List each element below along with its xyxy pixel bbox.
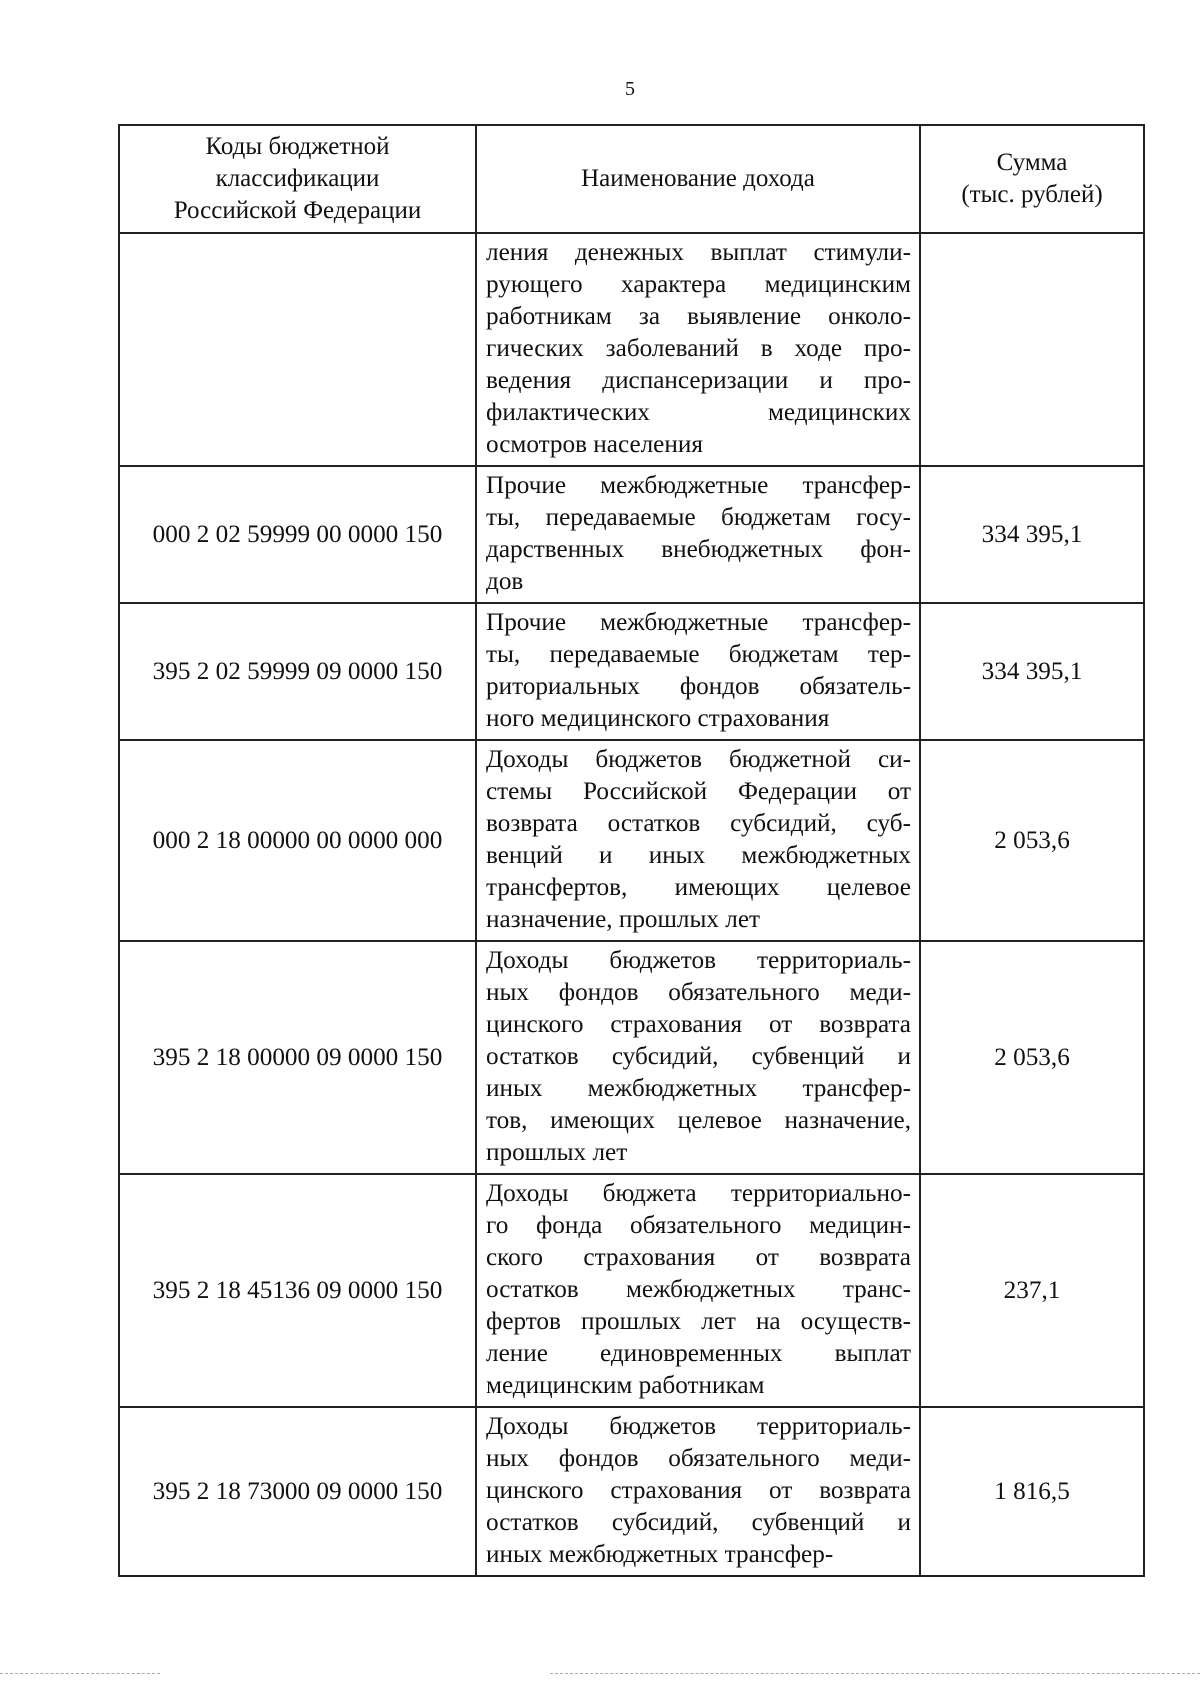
income-name-line: Доходы бюджетов территориаль- xyxy=(486,1413,911,1440)
header-code-line: классификации xyxy=(215,165,380,192)
page-number: 5 xyxy=(625,78,635,100)
income-name-line: Доходы бюджета территориально- xyxy=(486,1180,911,1207)
income-name-cell xyxy=(476,466,920,603)
table-row xyxy=(119,1407,1144,1576)
income-name-line: цинского страхования от возврата xyxy=(486,1011,911,1038)
income-name-line: ных фондов обязательного меди- xyxy=(486,979,911,1006)
table-row xyxy=(119,603,1144,740)
income-name-line: ления денежных выплат стимули- xyxy=(486,239,911,266)
amount-cell: 2 053,6 xyxy=(920,941,1144,1174)
income-code-cell: 000 2 18 00000 00 0000 000 xyxy=(119,740,476,941)
income-name-line: дарственных внебюджетных фон- xyxy=(486,536,911,563)
income-code-cell: 395 2 02 59999 09 0000 150 xyxy=(119,603,476,740)
income-name-line: ты, передаваемые бюджетам госу- xyxy=(486,504,911,531)
amount-cell: 1 816,5 xyxy=(920,1407,1144,1576)
income-name-line: стемы Российской Федерации от xyxy=(486,778,911,805)
header-amount-line: Сумма xyxy=(996,149,1068,176)
income-name-line: дов xyxy=(486,568,524,595)
header-name: Наименование дохода xyxy=(476,125,920,233)
income-name-line: го фонда обязательного медицин- xyxy=(486,1212,911,1239)
income-name-line: медицинским работникам xyxy=(486,1372,765,1399)
income-name-line: трансфертов, имеющих целевое xyxy=(486,874,911,901)
income-name-line: венций и иных межбюджетных xyxy=(486,842,911,869)
income-name-line: остатков субсидий, субвенций и xyxy=(486,1043,911,1070)
income-name-cell xyxy=(476,740,920,941)
header-amount xyxy=(920,125,1144,233)
amount-cell xyxy=(920,233,1144,466)
income-name-line: остатков субсидий, субвенций и xyxy=(486,1509,911,1536)
header-amount-line: (тыс. рублей) xyxy=(961,181,1103,208)
income-code-cell xyxy=(119,233,476,466)
income-name-line: ты, передаваемые бюджетам тер- xyxy=(486,641,911,668)
income-code-cell: 395 2 18 00000 09 0000 150 xyxy=(119,941,476,1174)
income-code-cell: 395 2 18 73000 09 0000 150 xyxy=(119,1407,476,1576)
table-row xyxy=(119,941,1144,1174)
income-name-line: назначение, прошлых лет xyxy=(486,906,761,933)
amount-cell: 334 395,1 xyxy=(920,603,1144,740)
income-name-line: ведения диспансеризации и про- xyxy=(486,367,911,394)
income-name-line: Доходы бюджетов территориаль- xyxy=(486,947,911,974)
header-code xyxy=(119,125,476,233)
table-row xyxy=(119,1174,1144,1407)
income-name-line: гических заболеваний в ходе про- xyxy=(486,335,911,362)
income-name-line: ление единовременных выплат xyxy=(486,1340,911,1367)
table-body xyxy=(119,233,1144,1576)
amount-cell: 2 053,6 xyxy=(920,740,1144,941)
income-name-line: рующего характера медицинским xyxy=(486,271,911,298)
income-name-cell xyxy=(476,603,920,740)
income-name-line: ского страхования от возврата xyxy=(486,1244,911,1271)
scan-edge-line xyxy=(0,1673,160,1674)
income-name-line: цинского страхования от возврата xyxy=(486,1477,911,1504)
table-row xyxy=(119,466,1144,603)
income-name-cell xyxy=(476,941,920,1174)
income-name-line: ных фондов обязательного меди- xyxy=(486,1445,911,1472)
header-code-line: Коды бюджетной xyxy=(205,133,390,160)
income-name-cell xyxy=(476,1407,920,1576)
header-code-line: Российской Федерации xyxy=(173,197,422,224)
income-name-line: тов, имеющих целевое назначение, xyxy=(486,1107,911,1134)
amount-cell: 237,1 xyxy=(920,1174,1144,1407)
income-code-cell: 395 2 18 45136 09 0000 150 xyxy=(119,1174,476,1407)
table-row xyxy=(119,740,1144,941)
income-name-line: иных межбюджетных трансфер- xyxy=(486,1541,834,1568)
table-header-row xyxy=(119,125,1144,233)
income-name-line: иных межбюджетных трансфер- xyxy=(486,1075,911,1102)
income-name-line: работникам за выявление онколо- xyxy=(486,303,911,330)
income-name-line: прошлых лет xyxy=(486,1139,628,1166)
income-name-line: Доходы бюджетов бюджетной си- xyxy=(486,746,911,773)
income-name-line: филактических медицинских xyxy=(486,399,911,426)
income-name-line: остатков межбюджетных транс- xyxy=(486,1276,911,1303)
income-name-line: риториальных фондов обязатель- xyxy=(486,673,911,700)
income-table xyxy=(118,124,1145,1577)
income-name-line: Прочие межбюджетные трансфер- xyxy=(486,609,911,636)
amount-cell: 334 395,1 xyxy=(920,466,1144,603)
income-name-line: Прочие межбюджетные трансфер- xyxy=(486,472,911,499)
income-name-cell xyxy=(476,1174,920,1407)
table-row xyxy=(119,233,1144,466)
income-name-line: возврата остатков субсидий, суб- xyxy=(486,810,911,837)
income-name-line: ного медицинского страхования xyxy=(486,705,830,732)
income-code-cell: 000 2 02 59999 00 0000 150 xyxy=(119,466,476,603)
scan-edge-line xyxy=(550,1673,1200,1674)
income-name-line: фертов прошлых лет на осуществ- xyxy=(486,1308,911,1335)
income-name-line: осмотров населения xyxy=(486,431,703,458)
income-name-cell xyxy=(476,233,920,466)
